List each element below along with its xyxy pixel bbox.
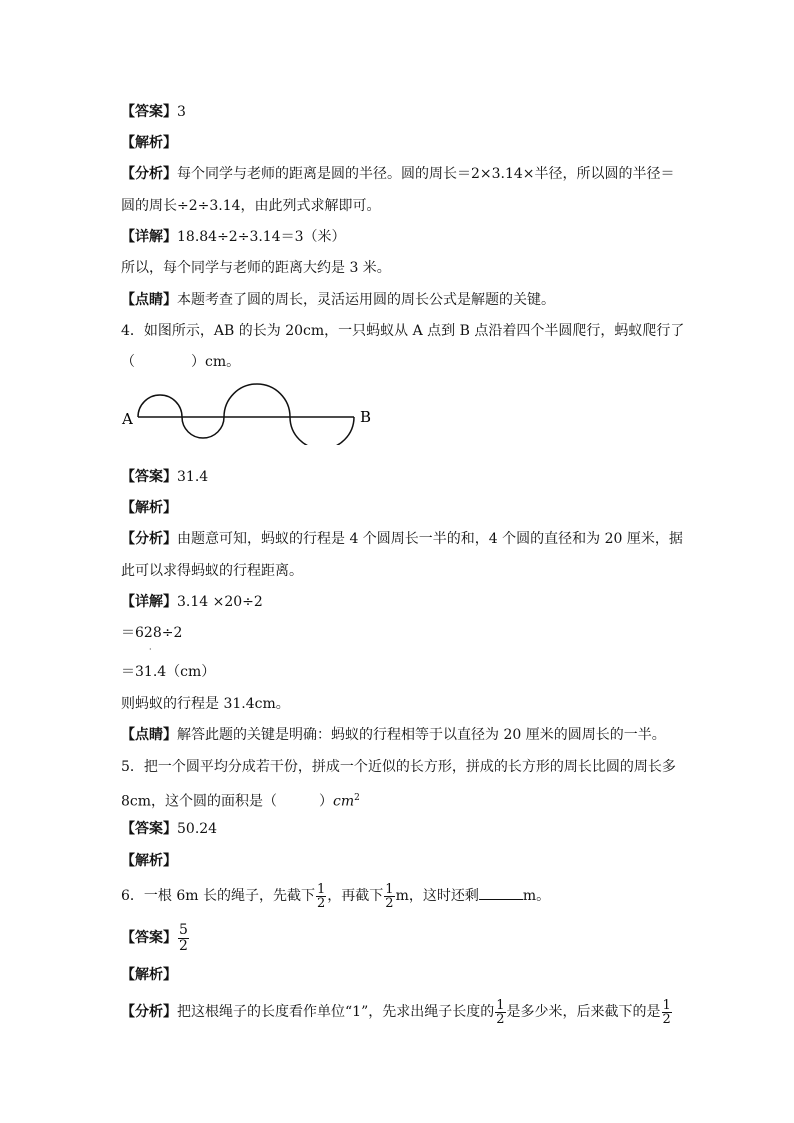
semicircle-3 — [224, 384, 290, 417]
semicircle-1 — [138, 395, 182, 417]
comment-line-q4: 【点睛】解答此题的关键是明确：蚂蚁的行程相等于以直径为 20 厘米的圆周长的一半。 — [121, 727, 666, 743]
analysis-line-q4-cont: 此可以求得蚂蚁的行程距离。 — [121, 563, 303, 579]
analysis-heading-q5: 【解析】 — [121, 853, 177, 869]
detail-step-3: ＝31.4（cm） — [121, 664, 216, 680]
answer-line-q6: 【答案】 $\frac{5}{2}$ — [121, 921, 188, 954]
analysis-heading-q4: 【解析】 — [121, 500, 177, 516]
analysis-line-q3-cont: 圆的周长÷2÷3.14，由此列式求解即可。 — [121, 198, 381, 214]
semicircle-figure — [118, 375, 378, 445]
question-4-line1: 4．如图所示，AB 的长为 20cm，一只蚂蚁从 A 点到 B 点沿着四个半圆爬行，蚂蚁爬行了 — [121, 323, 685, 339]
conclusion-line-q3: 所以，每个同学与老师的距离大约是 3 米。 — [121, 260, 391, 276]
answer-blank — [479, 885, 523, 900]
comment-line-q3: 【点睛】本题考查了圆的周长，灵活运用圆的周长公式是解题的关键。 — [121, 292, 555, 308]
fraction-half-b: $\frac{1}{2}$ — [662, 997, 671, 1027]
fraction-half-m: $\frac{1}{2}$ — [385, 881, 394, 911]
analysis-heading-q3: 【解析】 — [121, 135, 177, 151]
analysis-line-q3: 【分析】每个同学与老师的距离是圆的半径。圆的周长＝2×3.14×半径，所以圆的半径＝ — [121, 166, 675, 182]
semicircle-2 — [182, 417, 224, 438]
analysis-heading-q6: 【解析】 — [121, 967, 177, 983]
answer-line-q4: 【答案】31.4 — [121, 469, 209, 485]
detail-step-2: ＝628÷2 — [121, 625, 183, 641]
point-a-label: A — [122, 410, 133, 428]
answer-line-q3: 【答案】3 — [121, 104, 186, 120]
question-5-line2: 8cm，这个圆的面积是（ ）$cm^2$ — [121, 793, 360, 810]
stray-mark: · — [149, 645, 152, 654]
detail-line-q4: 【详解】3.14 ×20÷2 — [121, 594, 263, 610]
conclusion-line-q4: 则蚂蚁的行程是 31.4cm。 — [121, 696, 290, 712]
question-6-line: 6．一根 6m 长的绳子，先截下 $\frac{1}{2}$ ，再截下 $\frac{1}{2}$ m，这时还剩 m。 — [121, 881, 551, 911]
analysis-line-q6: 【分析】把这根绳子的长度看作单位“1”，先求出绳子长度的 $\frac{1}{2}$ 是多少米，后来截下的是 $\frac{1}{2}$ — [121, 997, 671, 1027]
detail-line-q3: 【详解】18.84÷2÷3.14＝3（米） — [121, 229, 346, 245]
answer-line-q5: 【答案】50.24 — [121, 821, 218, 837]
answer-fraction: $\frac{5}{2}$ — [179, 921, 188, 954]
fraction-half: $\frac{1}{2}$ — [317, 881, 326, 911]
analysis-line-q4: 【分析】由题意可知，蚂蚁的行程是 4 个圆周长一半的和，4 个圆的直径和为 20 厘米，据 — [121, 531, 683, 547]
semicircle-4 — [290, 417, 354, 445]
question-5-line1: 5．把一个圆平均分成若干份，拼成一个近似的长方形，拼成的长方形的周长比圆的周长多 — [121, 759, 676, 775]
question-4-line2: （ ）cm。 — [121, 354, 241, 370]
point-b-label: B — [360, 408, 372, 426]
fraction-half-a: $\frac{1}{2}$ — [496, 997, 505, 1027]
